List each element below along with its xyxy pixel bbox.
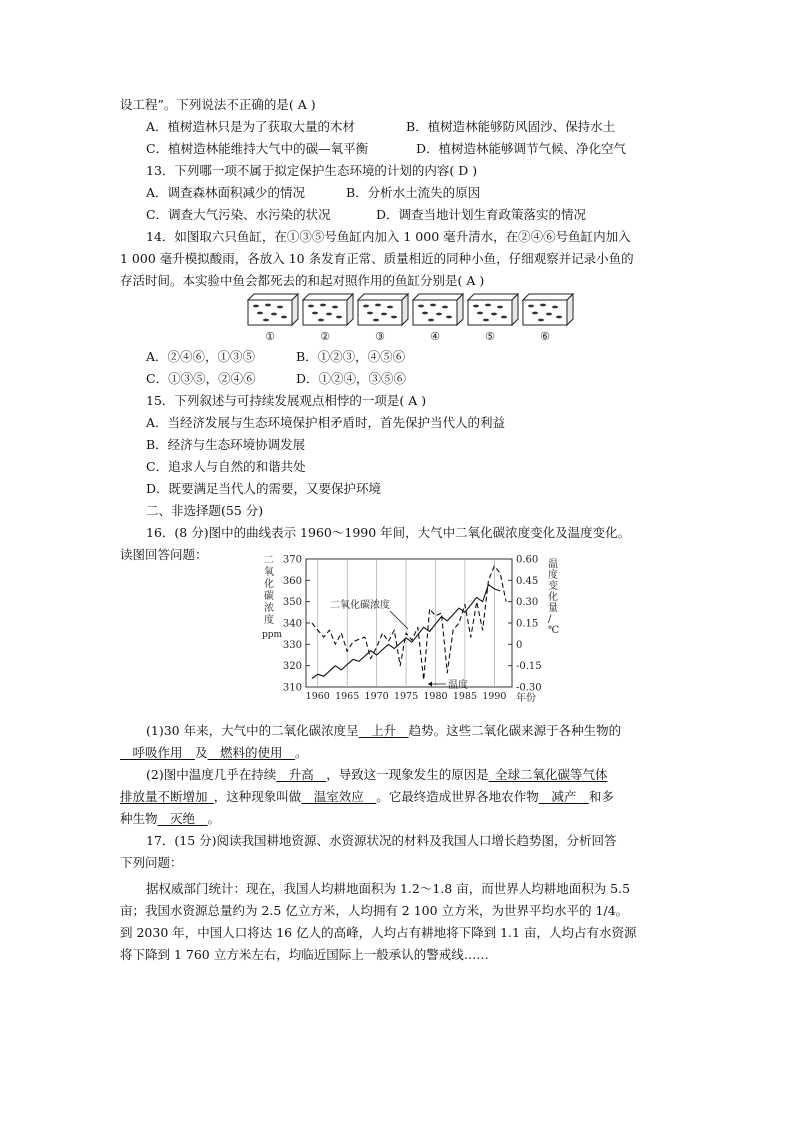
fish-mark (312, 312, 318, 315)
fish-mark (320, 304, 326, 307)
y-left-tick-label: 320 (282, 661, 302, 673)
q14-option-c: C．①③⑤，②④⑥ (146, 371, 256, 386)
q16-answer-5b: 排放量不断增加 (120, 789, 208, 804)
fish-mark (308, 305, 314, 308)
fish-mark (546, 313, 552, 316)
fish-mark (375, 304, 381, 307)
fish-mark (528, 305, 534, 308)
y-right-tick-label: 0.45 (516, 575, 539, 587)
fish-mark (428, 319, 434, 322)
q16-part-2-line-2: 排放量不断增加 ，这种现象叫做 温室效应 。它最终造成世界各地农作物 减产 和多 (120, 789, 614, 804)
fish-mark (265, 304, 271, 307)
fish-mark (387, 306, 393, 309)
y-right-tick-label: 0.60 (516, 554, 539, 566)
y-left-tick-label: 330 (282, 639, 302, 651)
q14-stem-line-3: 存活时间。本实验中鱼会都死去的和起对照作用的鱼缸分别是( A ) (120, 273, 485, 288)
x-tick-label: 1990 (482, 691, 507, 702)
y-left-tick-label: 310 (282, 682, 302, 694)
y-right-tick-label: -0.30 (516, 682, 542, 694)
q15-answer: A (408, 393, 418, 408)
q13-option-a: A．调查森林面积减少的情况 (146, 185, 306, 200)
q16-answer-2: 呼吸作用 (132, 745, 183, 760)
fish-mark (381, 313, 387, 316)
fish-mark (446, 316, 452, 319)
y-right-tick-label: 0.15 (516, 618, 539, 630)
q13-stem: 13．下列哪一项不属于拟定保护生态环境的计划的内容( D ) (146, 163, 478, 178)
q13-answer: D (458, 163, 469, 178)
y-right-tick-label: 0.30 (516, 597, 539, 609)
fish-mark (391, 316, 397, 319)
fish-mark (436, 313, 442, 316)
y-right-tick-label: 0 (516, 639, 523, 651)
q15-option-c: C．追求人与自然的和谐共处 (146, 459, 306, 474)
fish-tank (248, 294, 298, 343)
q16-part-2-line-1: (2)图中温度几乎在持续 升高 ，导致这一现象发生的原因是 全球二氧化碳等气体 (146, 767, 608, 782)
q16-part-2-line-3: 种生物 灭绝 。 (120, 811, 221, 826)
q15-option-d: D．既要满足当代人的需要，又要保护环境 (146, 481, 382, 496)
fish-mark (367, 312, 373, 315)
fish-mark (491, 313, 497, 316)
fish-tank (468, 294, 518, 343)
q12-stem: 设工程”。下列说法不正确的是( A ) (120, 97, 316, 112)
x-tick-label: 1960 (305, 691, 330, 702)
tank-label: ② (320, 330, 330, 343)
arrow-head (428, 682, 432, 687)
q13-option-c: C．调查大气污染、水污染的状况 (146, 207, 331, 222)
fish-mark (483, 319, 489, 322)
q14-option-a: A．②④⑥，①③⑤ (146, 349, 256, 364)
q16-part-1-line-1: (1)30 年来，大气中的二氧化碳浓度呈 上升 趋势。这些二氧化碳来源于各种生物的 (146, 723, 622, 738)
tank-label: ④ (430, 330, 440, 343)
co2-annotation: 二氧化碳浓度 (330, 600, 390, 611)
y-left-tick-label: 340 (282, 618, 302, 630)
q12-option-c: C．植树造林能维持大气中的碳—氧平衡 (146, 141, 369, 156)
q16-answer-7: 减产 (551, 789, 577, 804)
tank-label: ⑥ (540, 330, 550, 343)
fish-mark (373, 319, 379, 322)
fish-mark (332, 306, 338, 309)
fish-mark (532, 312, 538, 315)
q17-stem-line-2: 下列问题： (120, 855, 183, 870)
y-left-unit: ppm (262, 630, 283, 640)
temperature-annotation: 温度 (448, 680, 468, 691)
q14-stem-line-1: 14．如图取六只鱼缸，在①③⑤号鱼缸内加入 1 000 毫升清水，在②④⑥号鱼缸内加入 (146, 229, 631, 244)
q16-answer-4: 升高 (288, 767, 314, 782)
q14-stem-line-2: 1 000 毫升模拟酸雨，各放入 10 条发育正常、质量相近的同种小鱼，仔细观察并记录小鱼的 (120, 251, 634, 266)
fish-mark (497, 306, 503, 309)
q12-answer: A (297, 97, 307, 112)
co2-temperature-chart (262, 553, 562, 713)
fish-mark (363, 305, 369, 308)
fish-mark (556, 316, 562, 319)
x-tick-label: 1980 (423, 691, 448, 702)
q17-material-line-1: 据权威部门统计：现在，我国人均耕地面积为 1.2～1.8 亩，而世界人均耕地面积为 5.5 (146, 881, 631, 896)
fish-mark (422, 312, 428, 315)
q16-stem-line-2: 读图回答问题： (120, 547, 208, 562)
section-heading: 二、非选择题(55 分) (146, 503, 264, 518)
q16-stem-line-1: 16．(8 分)图中的曲线表示 1960～1990 年间，大气中二氧化碳浓度变化及温度变化。 (146, 525, 631, 540)
q17-material-line-2: 亩；我国水资源总量约为 2.5 亿立方米，人均拥有 2 100 立方米，为世界平均水平的 1/4。 (120, 903, 629, 918)
y-left-tick-label: 360 (282, 575, 302, 587)
q15-option-b: B．经济与生态环境协调发展 (146, 437, 306, 452)
q12-option-b: B．植树造林能够防风固沙、保持水土 (406, 119, 616, 134)
fish-mark (326, 313, 332, 316)
y-left-tick-label: 350 (282, 597, 302, 609)
q13-option-b: B．分析水土流失的原因 (346, 185, 481, 200)
fish-mark (418, 305, 424, 308)
y-left-tick-label: 370 (282, 554, 302, 566)
fish-tank (523, 294, 573, 343)
fish-mark (253, 305, 259, 308)
q17-material-line-3: 到 2030 年，中国人口将达 16 亿人的高峰，人均占有耕地将下降到 1.1 亩，人均占有水资源 (120, 925, 637, 940)
co2-annotation-arrow (390, 611, 408, 629)
q17-stem-line-1: 17．(15 分)阅读我国耕地资源、水资源状况的材料及我国人口增长趋势图，分析回答 (146, 833, 617, 848)
fish-mark (318, 319, 324, 322)
fish-mark (257, 312, 263, 315)
fish-mark (552, 306, 558, 309)
fish-tank (303, 294, 353, 343)
x-tick-label: 1975 (393, 691, 419, 702)
fish-mark (473, 305, 479, 308)
fish-mark (540, 304, 546, 307)
q15-stem: 15．下列叙述与可持续发展观点相悖的一项是( A ) (146, 393, 427, 408)
fish-mark (281, 316, 287, 319)
fish-mark (271, 313, 277, 316)
y-left-axis-label: 二氧化碳浓度 (264, 555, 274, 626)
tank-label: ⑤ (485, 330, 495, 343)
fish-tank (413, 294, 463, 343)
q14-answer: A (466, 273, 476, 288)
fish-tanks-figure (246, 292, 576, 344)
q16-answer-5a: 全球二氧化碳等气体 (495, 767, 608, 782)
q12-option-d: D．植树造林能够调节气候、净化空气 (416, 141, 627, 156)
q13-option-d: D．调查当地计划生育政策落实的情况 (376, 207, 587, 222)
fish-mark (442, 306, 448, 309)
q16-answer-1: 上升 (371, 723, 397, 738)
x-tick-label: 1970 (364, 691, 389, 702)
x-tick-label: 1965 (335, 691, 360, 702)
fish-mark (336, 316, 342, 319)
fish-mark (485, 304, 491, 307)
q17-material-line-4: 将下降到 1 760 立方米左右，均临近国际上一般承认的警戒线…… (120, 947, 489, 962)
q16-part-1-line-2: 呼吸作用 及 燃料的使用 。 (120, 744, 308, 762)
y-right-axis-label: 温度变化量/ ℃ (548, 559, 560, 636)
q14-option-b: B．①②③，④⑤⑥ (296, 349, 406, 364)
fish-mark (477, 312, 483, 315)
q15-option-a: A．当经济发展与生态环境保护相矛盾时，首先保护当代人的利益 (146, 415, 506, 430)
fish-mark (277, 306, 283, 309)
q12-option-a: A．植树造林只是为了获取大量的木材 (146, 119, 356, 134)
fish-mark (263, 319, 269, 322)
q16-answer-8: 灭绝 (170, 811, 196, 826)
y-right-tick-label: -0.15 (516, 661, 542, 673)
fish-mark (538, 319, 544, 322)
fish-mark (501, 316, 507, 319)
q16-answer-3: 燃料的使用 (220, 745, 283, 760)
q16-answer-6: 温室效应 (313, 789, 364, 804)
temperature-line (312, 566, 506, 680)
tank-label: ③ (375, 330, 385, 343)
fish-tank (358, 294, 408, 343)
x-axis-label: 年份 (516, 693, 536, 704)
tank-label: ① (265, 330, 275, 343)
fish-mark (430, 304, 436, 307)
x-tick-label: 1985 (452, 691, 478, 702)
q14-option-d: D．①②④，③⑤⑥ (296, 371, 407, 386)
